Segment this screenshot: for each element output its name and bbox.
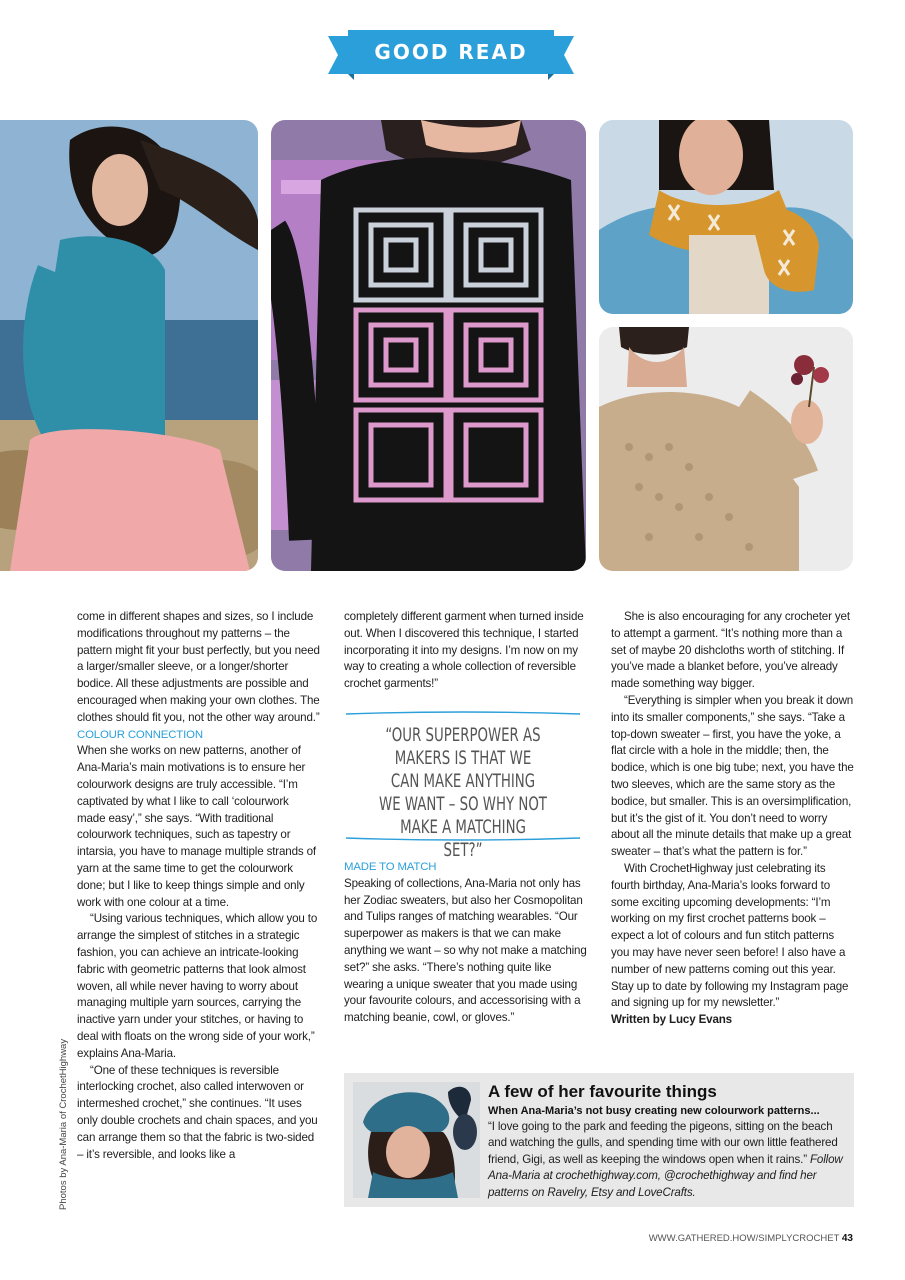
footer-url: WWW.GATHERED.HOW/SIMPLYCROCHET xyxy=(648,1233,840,1244)
page-footer xyxy=(649,1233,853,1244)
article-column-2 xyxy=(344,609,587,693)
subheading-colour-connection: COLOUR CONNECTION xyxy=(77,728,203,741)
page-number: 43 xyxy=(841,1233,853,1244)
paragraph: come in different shapes and sizes, so I include modifications throughout my patterns – the pattern might fit your bust perfectly, but you need a larger/smaller sleeve, or a longer/shorter bodice. All these adjustments are possible and encouraged when making your own clothes. The clothes should fit you, not the other way around.” xyxy=(77,610,320,724)
box-follow-info: Follow Ana-Maria at crochethighway.com, @crochethighway and find her patterns on Ravelry, Etsy and LoveCrafts. xyxy=(488,1152,843,1199)
paragraph: She is also encouraging for any crocheter yet to attempt a garment. “It’s nothing more than a set of maybe 20 dishcloths worth of stitching. If you’ve made a blanket before, you’ve already made something way bigger. xyxy=(611,610,850,691)
box-lede: When Ana-Maria’s not busy creating new colourwork patterns... xyxy=(488,1105,820,1117)
pull-quote-top-rule xyxy=(346,710,580,716)
article-column-3 xyxy=(611,609,854,1029)
photo-credit: Photos by Ana-Maria of CrochetHighway xyxy=(58,1038,69,1210)
paragraph: Speaking of collections, Ana-Maria not only has her Zodiac sweaters, but also her Cosmopolitan and Tulips ranges of matching wearables. “Our superpower as makers is that we can make anything we want – so why not make a matching set?” she asks. “There’s nothing quite like wearing a unique sweater that you made using your favourite colours, and accessorising with a matching beanie, cowl, or gloves.” xyxy=(344,876,587,1025)
box-title: A few of her favourite things xyxy=(488,1082,717,1101)
favourite-things-box xyxy=(344,1073,854,1207)
subheading-made-to-match: MADE TO MATCH xyxy=(344,861,437,873)
article-column-2-continued xyxy=(344,843,587,1027)
byline: Written by Lucy Evans xyxy=(611,1013,732,1027)
paragraph: “Everything is simpler when you break it down into its smaller components,” she says. “Take a top-down sweater – first, you have the yoke, a flat circle with a hole in the middle; then, the bodice, which is one big tube; next, you have the two sleeves, which are the same story as the bodice, but smaller. This is an oversimplification, but it’s the gist of it. You don’t need to worry about all the minute details that make up a great sweater – that’s what the pattern is for.” xyxy=(611,693,854,859)
photo-mustard-scarf xyxy=(599,120,853,314)
pull-quote-text: “OUR SUPERPOWER AS MAKERS IS THAT WE CAN MAKE ANYTHING WE WANT – SO WHY NOT MAKE A MATCHING SET?” xyxy=(379,725,547,861)
paragraph: “One of these techniques is reversible interlocking crochet, also called interwoven or intermeshed crochet,” she continues. “It uses only double crochets and chain spaces, and you can arrange them so that the fabric is two-sided – it’s reversible, and looks like a xyxy=(77,1063,318,1161)
box-body xyxy=(488,1119,846,1201)
favourite-things-text xyxy=(488,1081,846,1201)
section-banner xyxy=(328,30,574,80)
paragraph: completely different garment when turned inside out. When I discovered this technique, I started incorporating it into my designs. I’m now on my way to creating a whole collection of reversible crochet garments!” xyxy=(344,610,584,691)
paragraph: When she works on new patterns, another of Ana-Maria’s main motivations is to ensure her colourwork designs are truly accessible. “I’m captivated by what I like to call ‘colourwork made easy’,” she says. “With traditional colourwork techniques, such as tapestry or intarsia, you have to manage multiple strands of yarn at the same time to get the colourwork done; but I like to keep things simple and only work with one colour at a time. xyxy=(77,744,316,909)
photo-blue-sweater xyxy=(0,120,258,571)
paragraph: With CrochetHighway just celebrating its fourth birthday, Ana-Maria’s looks forward to some exciting upcoming developments: “I’m working on my first crochet patterns book – expect a lot of colours and fun stitch patterns you may have never seen before! I also have a number of new patterns coming out this year. Stay up to date by following my Instagram page and signing up for my newsletter.” xyxy=(611,861,849,1010)
photo-woman-with-pigeon xyxy=(353,1082,480,1198)
article-column-1 xyxy=(77,609,320,1163)
pull-quote-bottom-rule xyxy=(346,836,580,842)
banner-label: GOOD READ xyxy=(374,40,528,64)
photo-geometric-sweater xyxy=(271,120,586,571)
pull-quote xyxy=(346,710,580,861)
box-quote: “I love going to the park and feeding the pigeons, sitting on the beach and watching the gulls, and spending time with our own little feathered friend, Gigi, as well as keeping the windows open when it rains.” xyxy=(488,1120,838,1166)
paragraph: “Using various techniques, which allow you to arrange the simplest of stitches in a strategic fashion, you can achieve an intricate-looking fabric with geometric patterns that look almost woven, all while never having to worry about managing multiple yarn sources, carrying the inactive yarn under your stitches, or having to deal with floats on the wrong side of your work,” explains Ana-Maria. xyxy=(77,912,318,1060)
photo-cream-sweater-flowers xyxy=(599,327,853,571)
